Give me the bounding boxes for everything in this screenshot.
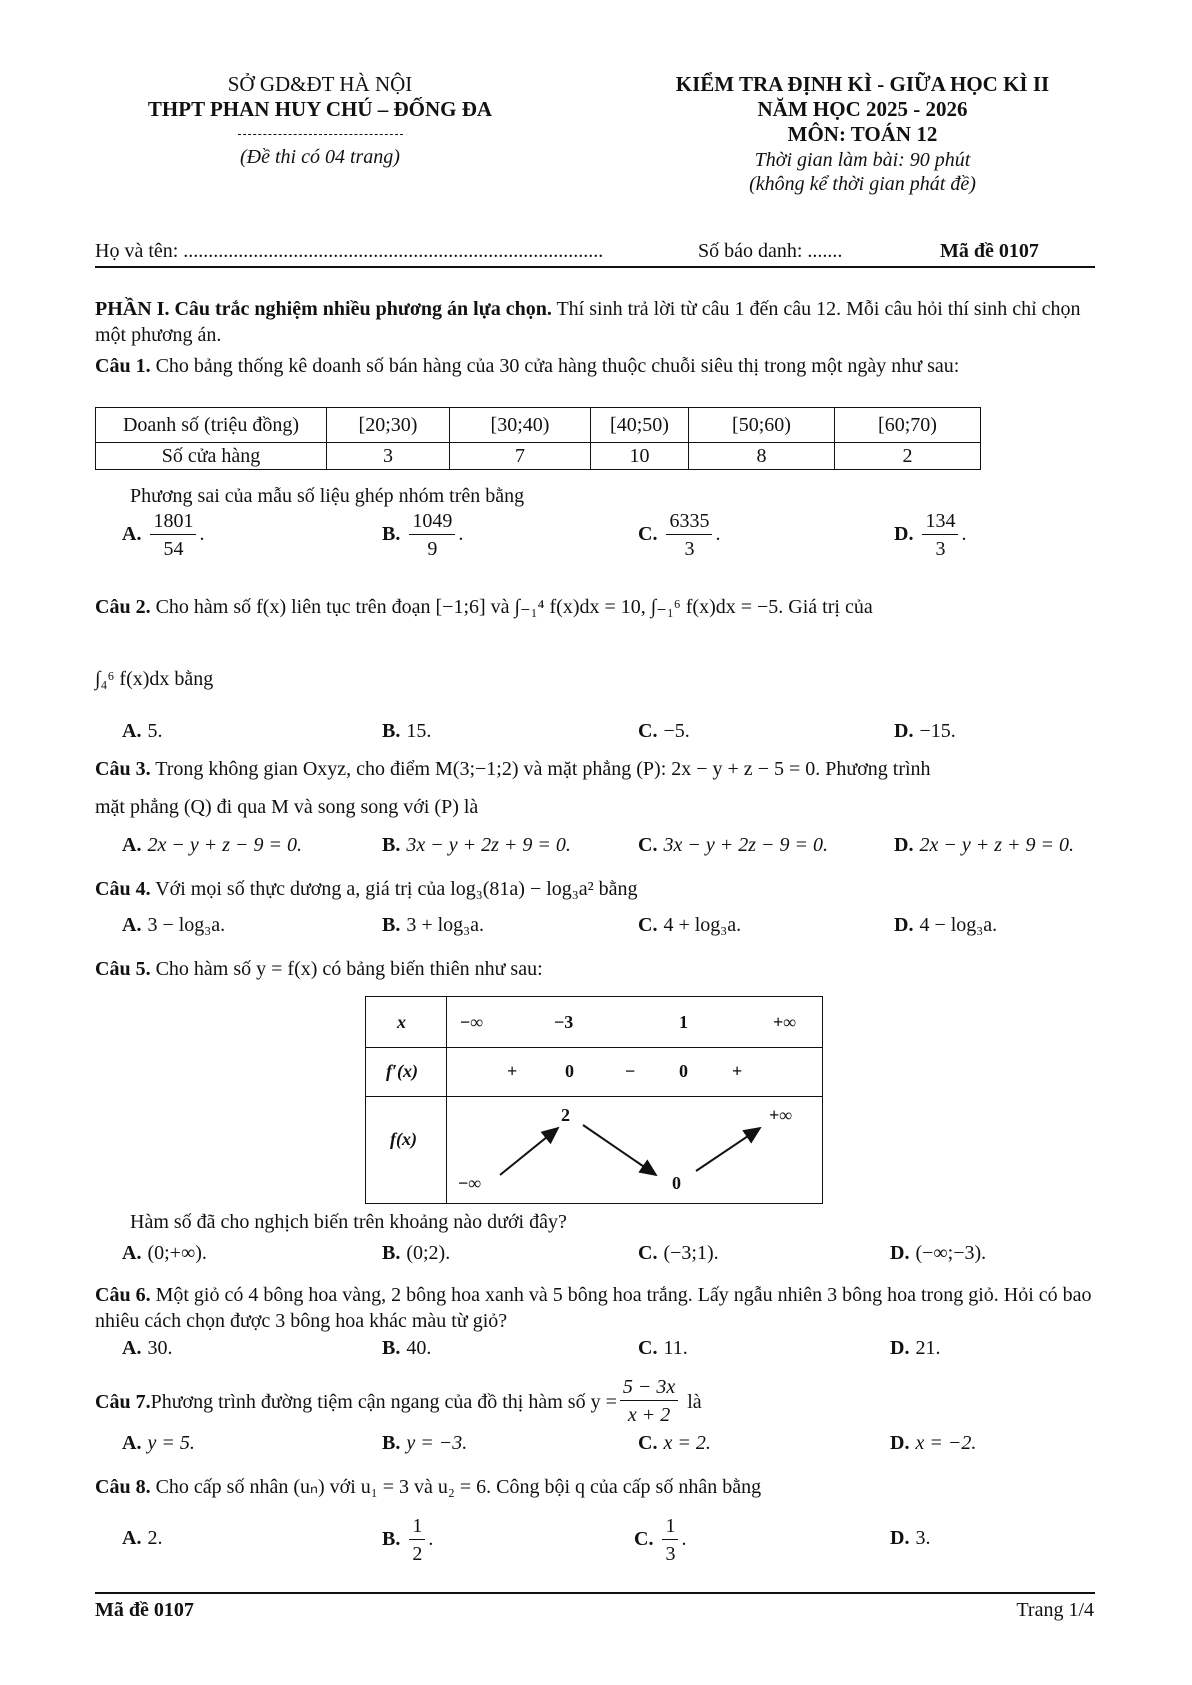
vt-x-value: −∞	[460, 1012, 484, 1032]
option-label: B.	[382, 523, 401, 546]
q7-option-c	[638, 1432, 711, 1455]
option-text: 3x − y + 2z − 9 = 0.	[663, 834, 828, 856]
name-field: Họ và tên: ....................................................................................	[95, 240, 604, 262]
question-8	[95, 1474, 1095, 1500]
table-cell: [40;50)	[591, 408, 689, 443]
option-text: 5.	[147, 720, 163, 742]
decrease-arrow	[583, 1125, 656, 1175]
q1-option-b: B. $\frac{1049}{9}$ .	[382, 508, 463, 563]
table-cell: [50;60)	[689, 408, 835, 443]
option-label: A.	[122, 1432, 142, 1454]
q4-option-c	[638, 914, 741, 937]
q5-option-b	[382, 1242, 450, 1265]
option-text: 4 − log₃a.	[919, 914, 998, 936]
option-label: D.	[894, 720, 914, 742]
option-text: 2.	[147, 1527, 163, 1549]
duration-note: (không kể thời gian phát đề)	[749, 173, 976, 195]
q8-option-d	[890, 1527, 930, 1550]
denominator: 3	[684, 538, 695, 560]
duration: Thời gian làm bài: 90 phút	[754, 149, 971, 171]
question-3-cont: mặt phẳng (Q) đi qua M và song song với (P) là	[95, 796, 479, 818]
vt-x-value: −3	[554, 1012, 574, 1032]
q1-question: Phương sai của mẫu số liệu ghép nhóm trên bằng	[130, 485, 525, 507]
option-label: C.	[638, 1432, 658, 1454]
question-text: Với mọi số thực dương a, giá trị của log₃(81a) − log₃a² bằng	[150, 878, 638, 900]
question-3	[95, 756, 1095, 782]
exam-header	[635, 72, 1090, 196]
increase-arrow	[696, 1128, 760, 1171]
option-label: C.	[638, 914, 658, 936]
option-label: A.	[122, 914, 142, 936]
option-label: C.	[638, 1337, 658, 1359]
option-text: y = −3.	[406, 1432, 468, 1454]
q5-option-c	[638, 1242, 719, 1265]
option-label: B.	[382, 1528, 401, 1551]
option-label: D.	[890, 1337, 910, 1359]
q5-option-a	[122, 1242, 207, 1265]
option-text: (−∞;−3).	[915, 1242, 987, 1264]
page-count-note: (Đề thi có 04 trang)	[240, 146, 400, 168]
q1-option-c: C. $\frac{6335}{3}$ .	[638, 508, 720, 563]
question-text: Cho bảng thống kê doanh số bán hàng của 30 cửa hàng thuộc chuỗi siêu thị trong một ngày như sau:	[150, 355, 960, 377]
question-text: Cho cấp số nhân (uₙ) với u₁ = 3 và u₂ = 6. Công bội q của cấp số nhân bằng	[150, 1476, 762, 1498]
question-label: Câu 8.	[95, 1476, 151, 1498]
option-text: (0;2).	[406, 1242, 451, 1264]
exam-code: Mã đề 0107	[940, 240, 1039, 262]
question-label: Câu 1.	[95, 355, 151, 377]
vt-sign: +	[732, 1061, 743, 1081]
option-text: 21.	[915, 1337, 941, 1359]
option-label: C.	[638, 1242, 658, 1264]
option-text: 30.	[147, 1337, 173, 1359]
question-label: Câu 6.	[95, 1284, 151, 1306]
option-text: 3 − log₃a.	[147, 914, 226, 936]
numerator: 6335	[666, 508, 712, 535]
vt-f-label: f(x)	[390, 1129, 417, 1149]
option-label: B.	[382, 834, 401, 856]
q5-question: Hàm số đã cho nghịch biến trên khoảng nào dưới đây?	[130, 1211, 567, 1233]
variation-table	[365, 996, 823, 1204]
question-label: Câu 7.	[95, 1390, 151, 1413]
option-label: D.	[894, 523, 914, 546]
option-text: −15.	[919, 720, 956, 742]
question-text: Trong không gian Oxyz, cho điểm M(3;−1;2) và mặt phẳng (P): 2x − y + z − 5 = 0. Phương trình	[150, 758, 931, 780]
option-text: 4 + log₃a.	[663, 914, 742, 936]
option-text: 3.	[915, 1527, 931, 1549]
q4-option-d	[894, 914, 997, 937]
question-text: Cho hàm số y = f(x) có bảng biến thiên như sau:	[150, 958, 543, 980]
table-cell: Số cửa hàng	[96, 443, 327, 470]
school-header	[95, 72, 545, 169]
q8-option-c: C. $\frac{1}{3}$ .	[634, 1513, 686, 1568]
option-text: 15.	[406, 720, 432, 742]
q5-option-d	[890, 1242, 986, 1265]
option-label: B.	[382, 914, 401, 936]
vt-sign: −	[625, 1061, 636, 1081]
table-cell: [20;30)	[327, 408, 450, 443]
school-name: THPT PHAN HUY CHÚ – ĐỐNG ĐA	[147, 97, 493, 121]
q1-option-a: A. $\frac{1801}{54}$ .	[122, 508, 204, 563]
vt-f-value: −∞	[458, 1173, 482, 1193]
q6-option-a	[122, 1337, 172, 1360]
option-label: A.	[122, 834, 142, 856]
footer-rule	[95, 1592, 1095, 1594]
vt-x-label: x	[397, 1012, 406, 1032]
school-year: NĂM HỌC 2025 - 2026	[757, 97, 968, 121]
option-label: A.	[122, 1242, 142, 1264]
q7-option-a	[122, 1432, 195, 1455]
numerator: 1801	[150, 508, 196, 535]
option-text: x = 2.	[663, 1432, 711, 1454]
option-label: B.	[382, 1242, 401, 1264]
question-label: Câu 3.	[95, 758, 151, 780]
vt-f-value: +∞	[769, 1105, 793, 1125]
option-label: B.	[382, 1337, 401, 1359]
question-5	[95, 956, 1095, 982]
option-text: (−3;1).	[663, 1242, 719, 1264]
vt-sign: +	[507, 1061, 518, 1081]
denominator: 9	[427, 538, 438, 560]
option-text: y = 5.	[147, 1432, 195, 1454]
q7-option-b	[382, 1432, 467, 1455]
numerator: 5 − 3x	[620, 1374, 678, 1401]
option-text: x = −2.	[915, 1432, 977, 1454]
option-text: 40.	[406, 1337, 432, 1359]
question-tail: là	[687, 1390, 702, 1413]
q4-option-a	[122, 914, 225, 937]
table-cell: 3	[327, 443, 450, 470]
header-rule	[95, 266, 1095, 268]
option-label: C.	[634, 1528, 654, 1551]
vt-sign: 0	[679, 1061, 688, 1081]
q2-option-b	[382, 720, 431, 743]
q7-option-d	[890, 1432, 976, 1455]
table-cell: 8	[689, 443, 835, 470]
option-label: B.	[382, 720, 401, 742]
option-label: A.	[122, 1337, 142, 1359]
option-text: 2x − y + z + 9 = 0.	[919, 834, 1074, 856]
table-cell: 2	[835, 443, 981, 470]
footer-page-number: Trang 1/4	[1016, 1599, 1094, 1621]
q8-option-b: B. $\frac{1}{2}$ .	[382, 1513, 433, 1568]
table-row	[96, 408, 981, 443]
vt-arrows	[366, 997, 822, 1203]
function-fraction	[620, 1374, 678, 1429]
option-label: D.	[890, 1432, 910, 1454]
part1-title: PHẦN I. Câu trắc nghiệm nhiều phương án lựa chọn.	[95, 298, 552, 320]
q6-option-b	[382, 1337, 431, 1360]
question-1	[95, 353, 1095, 379]
q2-option-d	[894, 720, 956, 743]
q6-option-d	[890, 1337, 940, 1360]
numerator: 1	[409, 1513, 425, 1540]
footer-exam-code: Mã đề 0107	[95, 1599, 194, 1621]
numerator: 1	[662, 1513, 678, 1540]
question-text: Một giỏ có 4 bông hoa vàng, 2 bông hoa xanh và 5 bông hoa trắng. Lấy ngẫu nhiên 3 bông hoa trong giỏ. Hỏi có bao nhiêu cách chọn được 3 bông hoa khác màu từ giỏ?	[95, 1284, 1092, 1332]
increase-arrow	[500, 1128, 558, 1175]
table-cell: [60;70)	[835, 408, 981, 443]
q2-option-a	[122, 720, 162, 743]
denominator: 2	[412, 1543, 423, 1565]
vt-f-value: 2	[561, 1105, 570, 1125]
option-label: B.	[382, 1432, 401, 1454]
q3-option-b	[382, 834, 571, 857]
denominator: 54	[163, 538, 184, 560]
table-cell: Doanh số (triệu đồng)	[96, 408, 327, 443]
table-cell: [30;40)	[450, 408, 591, 443]
question-label: Câu 5.	[95, 958, 151, 980]
option-label: D.	[894, 834, 914, 856]
question-text: Phương trình đường tiệm cận ngang của đồ thị hàm số y =	[150, 1390, 617, 1413]
table-cell: 7	[450, 443, 591, 470]
denominator: 3	[935, 538, 946, 560]
subject: MÔN: TOÁN 12	[787, 122, 938, 146]
part1-intro	[95, 296, 1095, 348]
question-text: Cho hàm số f(x) liên tục trên đoạn [−1;6] và ∫₋₁⁴ f(x)dx = 10, ∫₋₁⁶ f(x)dx = −5. Giá trị của	[150, 596, 873, 618]
option-text: 3x − y + 2z + 9 = 0.	[406, 834, 571, 856]
option-label: D.	[890, 1527, 910, 1549]
option-text: 2x − y + z − 9 = 0.	[147, 834, 302, 856]
sales-table	[95, 407, 981, 470]
option-label: D.	[894, 914, 914, 936]
q3-option-a	[122, 834, 302, 857]
option-text: 3 + log₃a.	[406, 914, 485, 936]
q2-option-c	[638, 720, 690, 743]
exam-title: KIỂM TRA ĐỊNH KÌ - GIỮA HỌC KÌ II	[675, 72, 1050, 96]
question-2	[95, 594, 1095, 620]
option-text: (0;+∞).	[147, 1242, 207, 1264]
option-text: −5.	[663, 720, 690, 742]
option-label: D.	[890, 1242, 910, 1264]
department-name: SỞ GD&ĐT HÀ NỘI	[227, 72, 413, 96]
question-4	[95, 876, 1095, 902]
q3-option-c	[638, 834, 828, 857]
question-label: Câu 4.	[95, 878, 151, 900]
denominator: 3	[665, 1543, 676, 1565]
option-label: A.	[122, 523, 142, 546]
q4-option-b	[382, 914, 484, 937]
option-label: A.	[122, 720, 142, 742]
numerator: 134	[922, 508, 958, 535]
question-6	[95, 1282, 1095, 1334]
vt-x-value: 1	[679, 1012, 688, 1032]
denominator: x + 2	[627, 1404, 671, 1426]
option-label: C.	[638, 720, 658, 742]
q1-option-d: D. $\frac{134}{3}$ .	[894, 508, 966, 563]
table-cell: 10	[591, 443, 689, 470]
vt-x-value: +∞	[773, 1012, 797, 1032]
q6-option-c	[638, 1337, 688, 1360]
vt-f-value: 0	[672, 1173, 681, 1193]
vt-sign: 0	[565, 1061, 574, 1081]
q3-option-d	[894, 834, 1074, 857]
option-label: A.	[122, 1527, 142, 1549]
id-field: Số báo danh: .......	[698, 240, 843, 262]
option-label: C.	[638, 523, 658, 546]
question-7	[95, 1374, 1095, 1429]
q8-option-a	[122, 1527, 162, 1550]
question-label: Câu 2.	[95, 596, 151, 618]
option-text: 11.	[663, 1337, 688, 1359]
part1-desc: Thí sinh trả lời từ câu 1 đến câu 12. Mỗi câu hỏi thí sinh chỉ chọn một phương án.	[95, 298, 1081, 346]
table-row	[96, 443, 981, 470]
question-2-cont: ∫₄⁶ f(x)dx bằng	[95, 668, 214, 690]
vt-fprime-label: f′(x)	[386, 1061, 419, 1081]
option-label: C.	[638, 834, 658, 856]
divider	[238, 134, 403, 135]
numerator: 1049	[409, 508, 455, 535]
